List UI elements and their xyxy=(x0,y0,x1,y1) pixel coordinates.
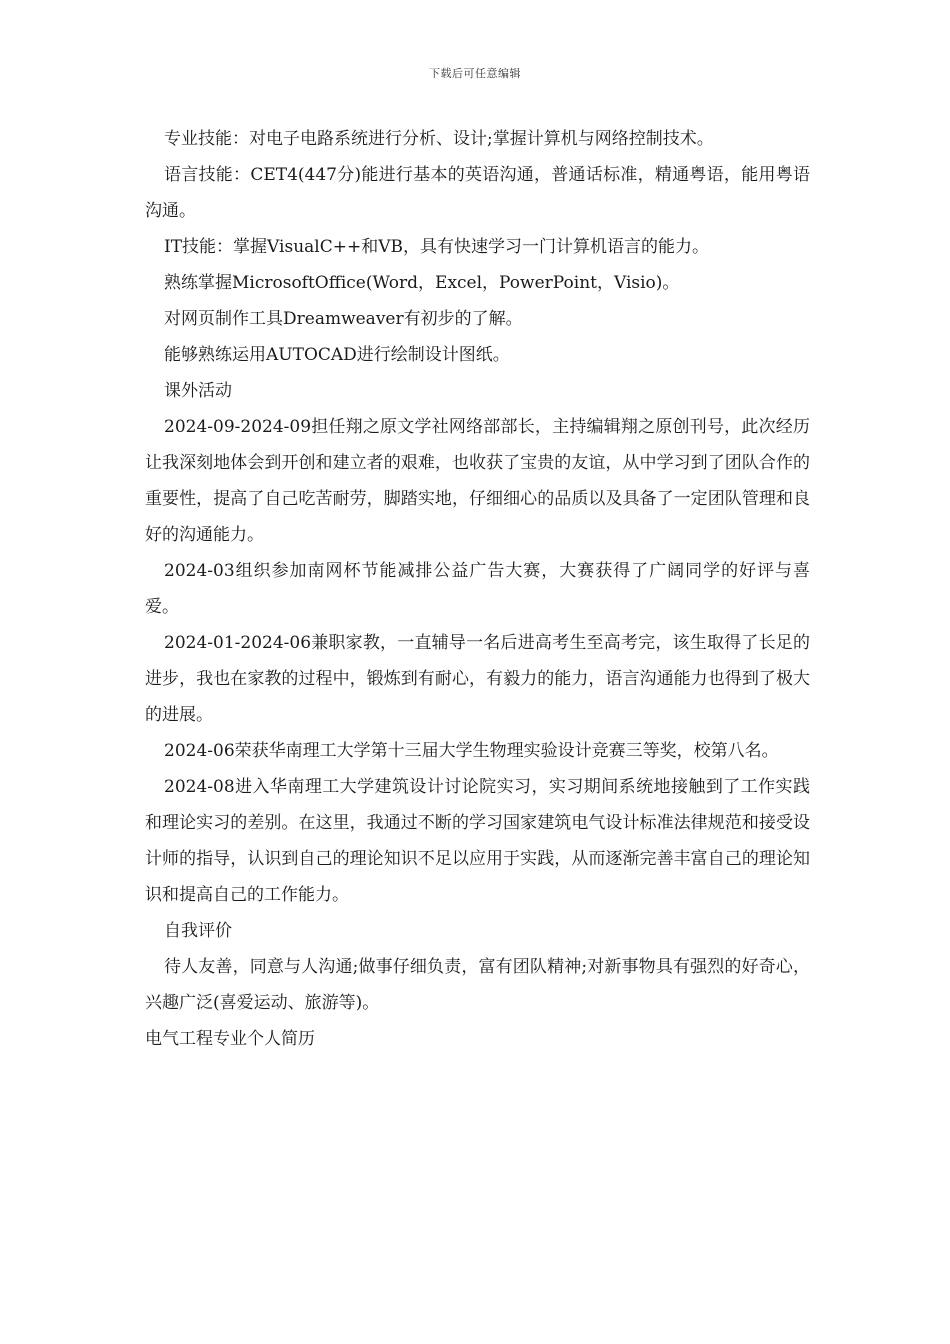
paragraph-activity-ad-contest: 2024-03组织参加南网杯节能减排公益广告大赛，大赛获得了广阔同学的好评与喜爱。 xyxy=(145,561,810,617)
section-heading-extracurricular: 课外活动 xyxy=(164,381,232,401)
document-title-footer: 电气工程专业个人简历 xyxy=(145,1029,315,1049)
page-header-note: 下载后可任意编辑 xyxy=(429,67,521,80)
paragraph-activity-tutoring: 2024-01-2024-06兼职家教，一直辅导一名后进高考生至高考完，该生取得了长足的进步，我也在家教的过程中，锻炼到有耐心，有毅力的能力，语言沟通能力也得到了极大的进展。 xyxy=(145,633,810,725)
paragraph-dreamweaver: 对网页制作工具Dreamweaver有初步的了解。 xyxy=(164,309,523,329)
paragraph-it-skills: IT技能：掌握VisualC++和VB，具有快速学习一门计算机语言的能力。 xyxy=(164,237,709,257)
paragraph-language-skills: 语言技能：CET4(447分)能进行基本的英语沟通，普通话标准，精通粤语，能用粤语沟通。 xyxy=(145,165,810,221)
document-body xyxy=(145,121,810,1057)
paragraph-autocad: 能够熟练运用AUTOCAD进行绘制设计图纸。 xyxy=(164,345,510,365)
paragraph-activity-physics-award: 2024-06荣获华南理工大学第十三届大学生物理实验设计竞赛三等奖，校第八名。 xyxy=(164,741,779,761)
paragraph-professional-skills: 专业技能：对电子电路系统进行分析、设计;掌握计算机与网络控制技术。 xyxy=(164,129,714,149)
paragraph-self-evaluation: 待人友善，同意与人沟通;做事仔细负责，富有团队精神;对新事物具有强烈的好奇心，兴趣广泛(喜爱运动、旅游等)。 xyxy=(145,957,810,1013)
paragraph-office-skills: 熟练掌握MicrosoftOffice(Word，Excel，PowerPoint，Visio)。 xyxy=(164,273,680,293)
paragraph-activity-internship: 2024-08进入华南理工大学建筑设计讨论院实习，实习期间系统地接触到了工作实践和理论实习的差别。在这里，我通过不断的学习国家建筑电气设计标准法律规范和接受设计师的指导，认识到自己的理论知识不足以应用于实践，从而逐渐完善丰富自己的理论知识和提高自己的工作能力。 xyxy=(145,777,810,905)
paragraph-activity-literary-club: 2024-09-2024-09担任翔之原文学社网络部部长，主持编辑翔之原创刊号，此次经历让我深刻地体会到开创和建立者的艰难，也收获了宝贵的友谊，从中学习到了团队合作的重要性，提高了自己吃苦耐劳，脚踏实地，仔细细心的品质以及具备了一定团队管理和良好的沟通能力。 xyxy=(145,417,810,545)
section-heading-self-evaluation: 自我评价 xyxy=(164,921,232,941)
